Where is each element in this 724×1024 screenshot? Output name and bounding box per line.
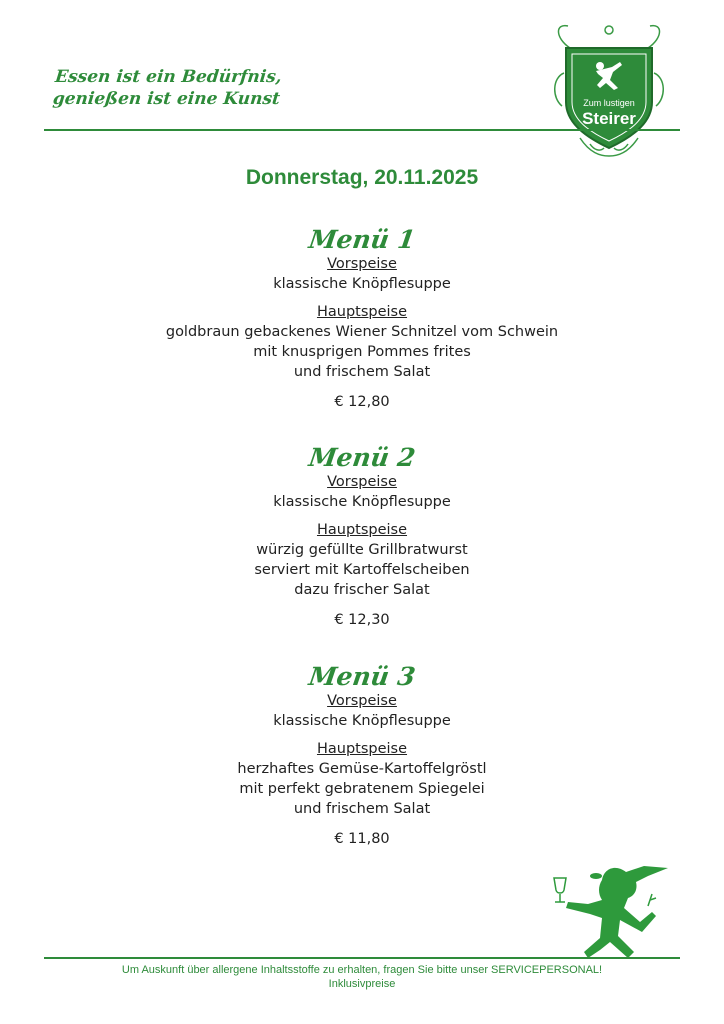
menu-1 (0, 226, 724, 412)
menu-2 (0, 444, 724, 630)
main-dish-line: würzig gefüllte Grillbratwurst (256, 542, 468, 558)
starter-label: Vorspeise (327, 256, 397, 272)
menu-price: € 11,80 (334, 831, 390, 847)
tagline-line-2: genießen ist eine Kunst (51, 89, 281, 109)
tagline-line-1: Essen ist ein Bedürfnis, (54, 67, 283, 87)
starter-dish: klassische Knöpflesuppe (273, 713, 451, 729)
menu-price: € 12,30 (334, 612, 390, 628)
main-dish-line: und frischem Salat (293, 364, 431, 380)
dancing-figure-icon (544, 860, 674, 960)
price-note: Inklusivpreise (328, 978, 396, 990)
menu-title: Menü 1 (307, 225, 418, 254)
footer (0, 963, 724, 991)
starter-dish: klassische Knöpflesuppe (273, 494, 451, 510)
main-dish-line: und frischem Salat (293, 801, 431, 817)
main-dish-line: mit knusprigen Pommes frites (253, 344, 471, 360)
main-dish-line: serviert mit Kartoffelscheiben (254, 562, 470, 578)
main-label: Hauptspeise (316, 741, 408, 757)
main-dish-line: dazu frischer Salat (294, 582, 430, 598)
main-dish-line: goldbraun gebackenes Wiener Schnitzel vom Schwein (165, 324, 559, 340)
menu-date: Donnerstag, 20.11.2025 (245, 166, 479, 189)
tagline (52, 66, 284, 110)
main-dish-line: herzhaftes Gemüse-Kartoffelgröstl (237, 761, 487, 777)
main-label: Hauptspeise (316, 522, 408, 538)
starter-label: Vorspeise (327, 474, 397, 490)
restaurant-logo (550, 18, 668, 160)
logo-text-main: Steirer (582, 109, 636, 128)
main-dish-line: mit perfekt gebratenem Spiegelei (239, 781, 485, 797)
menu-title: Menü 2 (307, 443, 418, 472)
menu-3 (0, 663, 724, 849)
bottom-divider (44, 957, 680, 959)
top-divider (44, 129, 680, 131)
allergen-note: Um Auskunft über allergene Inhaltsstoffe zu erhalten, fragen Sie bitte unser SERVICEPERSONAL! (121, 964, 603, 976)
main-label: Hauptspeise (316, 304, 408, 320)
menu-title: Menü 3 (307, 662, 418, 691)
logo-text-top: Zum lustigen (583, 98, 635, 108)
menu-price: € 12,80 (334, 394, 390, 410)
starter-dish: klassische Knöpflesuppe (273, 276, 451, 292)
starter-label: Vorspeise (327, 693, 397, 709)
